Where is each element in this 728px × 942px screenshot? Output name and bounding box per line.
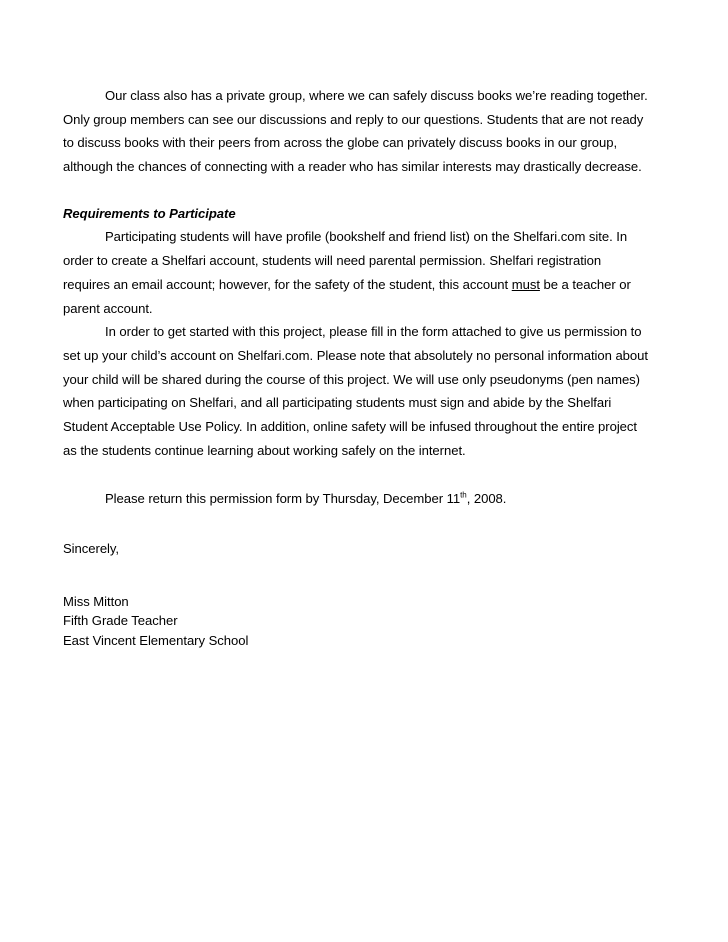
getting-started-paragraph [63, 320, 663, 462]
paragraph-line: Student Acceptable Use Policy. In addition, online safety will be infused throughout the entire project [63, 418, 637, 434]
paragraph-line: parent account. [63, 300, 153, 316]
paragraph-line: although the chances of connecting with a reader who has similar interests may drastically decrease. [63, 159, 642, 175]
paragraph-line: set up your child’s account on Shelfari.com. Please note that absolutely no personal information about [63, 347, 648, 363]
paragraph-line [63, 273, 663, 297]
blank-line [63, 561, 663, 592]
participation-paragraph [63, 225, 663, 320]
paragraph-line: order to create a Shelfari account, students will need parental permission. Shelfari registration [63, 253, 602, 269]
emphasized-must: must [511, 276, 540, 292]
paragraph-line: as the students continue learning about working safely on the internet. [63, 442, 466, 458]
return-notice [63, 487, 663, 511]
text-run: , 2008. [466, 491, 507, 507]
paragraph-line: Our class also has a private group, where we can safely discuss books we’re reading together. [105, 88, 648, 103]
blank-line [63, 179, 663, 202]
paragraph-line: Participating students will have profile (bookshelf and friend list) on the Shelfari.com site. In [105, 229, 628, 245]
blank-line [63, 462, 663, 487]
paragraph-line: In order to get started with this project, please fill in the form attached to give us permission to [105, 324, 642, 340]
text-run: requires an email account; however, for the safety of the student, this account [63, 276, 512, 292]
paragraph-line: when participating on Shelfari, and all participating students must sign and abide by the Shelfari [63, 395, 612, 411]
paragraph-line: to discuss books with their peers from across the globe can privately discuss books in our group, [63, 135, 618, 151]
paragraph-line: Only group members can see our discussions and reply to our questions. Students that are not ready [63, 111, 644, 127]
signer-school: East Vincent Elementary School [63, 632, 249, 648]
closing: Sincerely, [63, 541, 120, 556]
blank-line [63, 511, 663, 537]
text-run: Please return this permission form by Thursday, December 11 [105, 491, 461, 507]
signer-title: Fifth Grade Teacher [63, 613, 178, 629]
text-run: be a teacher or [539, 276, 631, 292]
private-group-paragraph [63, 84, 663, 179]
signer-name: Miss Mitton [63, 593, 129, 609]
letter-body [63, 84, 663, 650]
paragraph-line: your child will be shared during the course of this project. We will use only pseudonyms (pen names) [63, 371, 640, 387]
ordinal-suffix: th [460, 490, 467, 500]
section-heading: Requirements to Participate [63, 205, 236, 221]
signature-block [63, 592, 663, 651]
